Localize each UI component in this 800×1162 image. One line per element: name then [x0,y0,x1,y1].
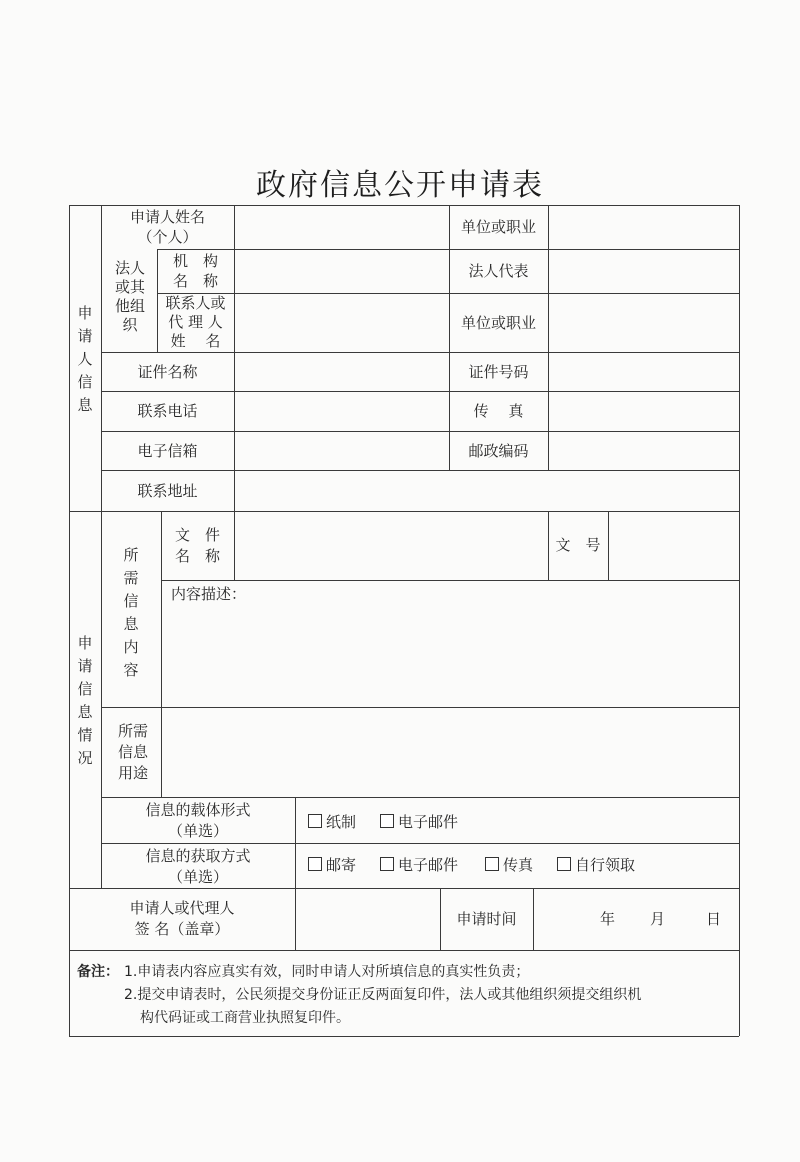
paper-option-label: 纸制 [326,813,357,831]
fax-label: 传 真 [473,402,524,420]
self-pickup-option-label: 自行领取 [575,856,636,874]
carrier-label: 信息的载体形式 [145,801,251,819]
email-label: 电子信箱 [137,442,198,460]
paper-checkbox[interactable] [308,814,322,828]
applicant-name-sublabel: （个人） [137,228,198,246]
note-item-1: 1.申请表内容应真实有效，同时申请人对所填信息的真实性负责； [124,964,530,980]
fax-checkbox[interactable] [485,857,499,871]
signature-sublabel: 签 名（盖章） [134,920,230,938]
doc-name-sublabel: 名 称 [174,547,220,565]
content-group-label: 所需信息内容 [123,546,139,679]
legal-rep-field[interactable] [549,250,738,292]
doc-name-label: 文 件 [174,526,220,544]
org-group-label: 法人或其他组织 [114,259,145,334]
email-field[interactable] [235,432,448,469]
applicant-name-field[interactable] [235,206,448,248]
org-name-sublabel: 名 称 [172,272,218,290]
fax-option-label: 传真 [503,856,534,874]
carrier-sublabel: （单选） [167,822,228,840]
mail-option-label: 邮寄 [326,856,357,874]
contact-name-field[interactable] [235,294,448,351]
postcode-field[interactable] [549,432,738,469]
email-carrier-option-label: 电子邮件 [398,813,459,831]
id-name-field[interactable] [235,353,448,390]
contact-name-label-3: 姓 名 [170,332,221,350]
note-item-2-cont: 构代码证或工商营业执照复印件。 [140,1010,350,1026]
email-method-option-label: 电子邮件 [398,856,459,874]
email-method-checkbox[interactable] [380,857,394,871]
phone-field[interactable] [235,392,448,430]
page-title: 政府信息公开申请表 [256,168,544,203]
apply-time-label: 申请时间 [456,910,517,928]
description-field[interactable] [162,604,738,706]
id-number-field[interactable] [549,353,738,390]
occupation-label: 单位或职业 [460,218,536,236]
self-pickup-checkbox[interactable] [557,857,571,871]
purpose-label: 所需信息用途 [117,722,148,782]
method-sublabel: （单选） [167,868,228,886]
request-section-label: 申请信息情况 [77,634,93,767]
doc-name-field[interactable] [235,512,547,579]
signature-field[interactable] [296,889,439,949]
note-item-2: 2.提交申请表时，公民须提交身份证正反两面复印件，法人或其他组织须提交组织机 [124,987,642,1003]
day-label: 日 [706,910,722,928]
legal-rep-label: 法人代表 [468,262,529,280]
postcode-label: 邮政编码 [468,442,529,460]
notes-label: 备注： [77,964,119,980]
id-name-label: 证件名称 [137,363,198,381]
email-carrier-checkbox[interactable] [380,814,394,828]
mail-checkbox[interactable] [308,857,322,871]
occupation-label-2: 单位或职业 [460,314,536,332]
applicant-section-label: 申请人信息 [77,304,93,414]
month-label: 月 [650,910,666,928]
description-label: 内容描述： [171,585,247,603]
address-field[interactable] [235,471,738,510]
phone-label: 联系电话 [137,402,198,420]
occupation-field[interactable] [549,206,738,248]
method-label: 信息的获取方式 [145,847,251,865]
doc-number-field[interactable] [609,512,738,579]
contact-name-label-2: 代 理 人 [168,313,223,331]
applicant-name-label: 申请人姓名 [129,208,205,226]
signature-label: 申请人或代理人 [129,899,235,917]
doc-number-label: 文 号 [555,536,601,554]
purpose-field[interactable] [162,708,738,796]
org-name-field[interactable] [235,250,448,292]
org-name-label: 机 构 [172,252,218,270]
id-number-label: 证件号码 [468,363,529,381]
contact-name-label: 联系人或 [165,294,226,312]
occupation-field-2[interactable] [549,294,738,351]
fax-field[interactable] [549,392,738,430]
year-label: 年 [600,910,616,928]
address-label: 联系地址 [137,482,198,500]
